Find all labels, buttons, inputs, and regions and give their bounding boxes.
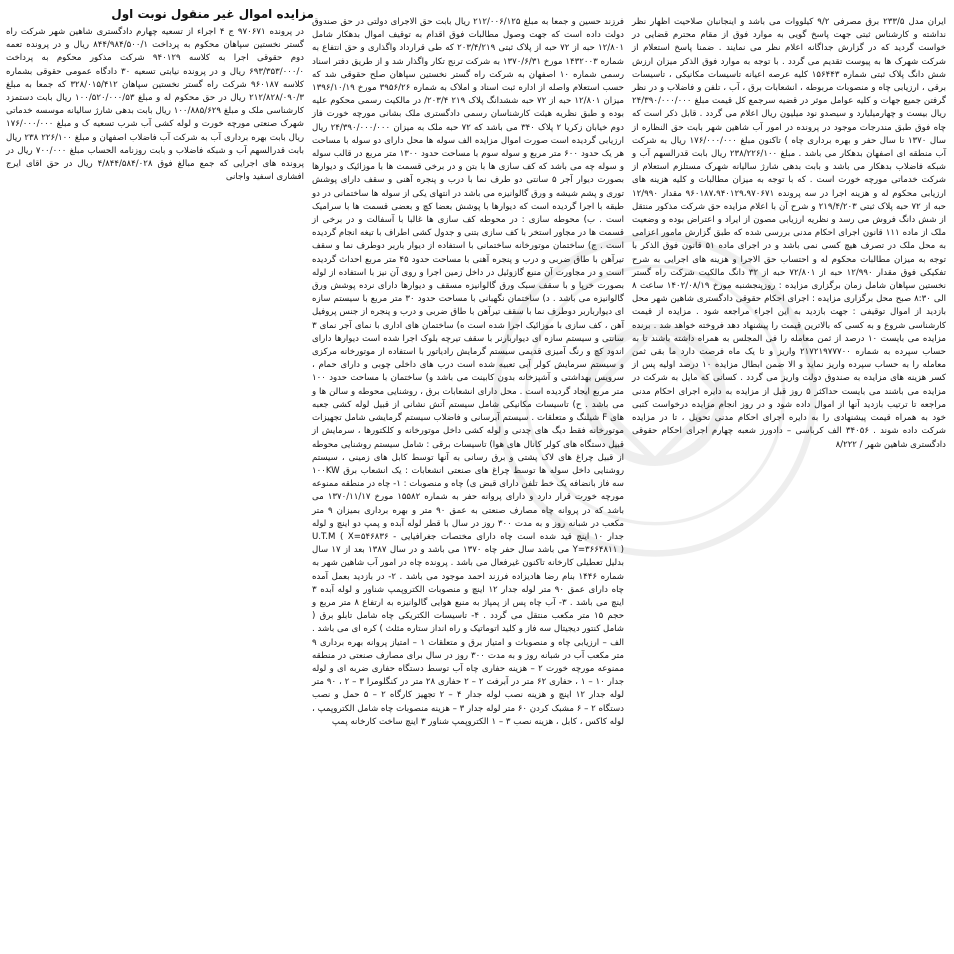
notice-column-left xyxy=(6,26,305,183)
notice-paragraph: فرزند حسین و جمعا به مبلغ ۲۱۲/۰۰۶/۱۲۵ ریال بابت حق الاجرای دولتی در حق صندوق دولت داده است که جهت وصول مطالبات فوق اقدام به توقیف اموال بدهکار شامل ۱۲/۸۰۱ حبه از ۷۲ حبه از پلاک ثبتی ۲۰۳/۴/۲۱۹ که طی قرارداد واگذاری و حق انتفاع به شماره ۱۴۳۲۰۰۳ مورخ ۱۳۷۰/۶/۳۱ به شرکت ترنج تکار واگذار شد و از طریق دفتر اسناد رسمی شماره ۱۰ اصفهان به شرکت راه گستر نخستین سپاهان صلح حقوقی شد که حسب استعلام واصله از اداره ثبت اسناد و املاک به شماره ۳۹۵۶/۲۶ مورخ ۱۳۹۶/۱۰/۱۹ میزان ۱۲/۸۰۱ حبه از ۷۲ حبه ششدانگ پلاک ۲۱۹ ۲۰۳/۴/ در مالکیت رسمی محکوم علیه بوده و طبق نظریه هیئت کارشناسان رسمی دادگستری ملک بشانی مورچه خورت فاز دوم خیابان زکریا ۲ پلاک ۳۴۰ می باشد که ۷۲ حبه ملک به میزان ۲۴/۳۹۰/۰۰۰/۰۰۰ ریال ارزیابی گردیده است صورت اموال مزایده الف سوله ها محل دارای دو سوله با مساحت هر یک حدود ۶۰۰ متر مربع و سوله سوم با مساحت حدود ۱۳۰۰ متر مربع در قالب سوله و سوله چه می باشد که کف سازی ها با بتن و در برخی قسمت ها با موزائیک و دیوارها بصورت دیوار آجر ۵ سانتی دو طرف نما با درب و پنجره آهنی و سقف دارای پوشش توری و پشم شیشه و ورق گالوانیزه می باشد در انتهای یکی از سوله ها ساختمانی در دو طبقه با اجرا گردیده است که دیوارها با پوشش بعضا کچ و بعضی قسمت ها با سرامیک است . ب) محوطه سازی : در محوطه کف سازی ها غالبا با آسفالت و در برخی از قسمت ها در مجاور استخر با کف سازی بتنی و جدول کشی اطراف با تیغه انجام گردیده است . ج) ساختمان موتورخانه ساختمانی با استفاده از دیوار باربر دوطرف نما و سقف تیرآهن با طاق ضربی و درب و پنجره آهنی با مساحت حدود ۴۵ متر مربع احداث گردیده است و در مجاورت آن منبع گازوئیل در داخل زمین اجرا و روی آن نیز با استفاده از لوله بصورت خرپا و با سقف سبک ورق گالوانیزه مسقف و دیوارها دارای نرده پوشش ورق گالوانیزه می باشد . د) ساختمان نگهبانی با مساحت حدود ۳۰ متر مربع با سیستم سازه ای دیوارباربر دوطرف نما با سقف تیرآهن با طاق ضربی و درب و پنجره از جنس پروفیل آهن ، کف سازی با موزائیک اجرا شده است ه) ساختمان های اداری با نمای آجر نمای ۳ سانتی و سیستم سازه ای دیواربارنر با سقف تیرچه بلوک اجرا شده است دیوارها دارای اندود کچ و رنگ آمیزی قدیمی سیستم گرمایش رادیاتور با استفاده از موتورخانه مرکزی و سیستم سرمایش کولر آبی تعبیه شده است درب های داخلی چوبی و دارای حمام ، سرویس بهداشتی و آشپزخانه بدون کابینت می باشد و) ساختمان با مساحت حدود ۱۰۰ متر مربع ایجاد گردیده است . محل دارای انشعابات برق ، روشنایی محوطه و سالن ها و می باشد . ح) تاسیسات مکانیکی شامل سیستم آتش نشانی از قبیل لوله کشی جعبه های F شیلنگ و متعلقات . سیستم آبرسانی و فاضلاب سیستم گرمایشی شامل تجهیزات موتورخانه فقط دیگ های چدنی و لوله کشی داخل موتورخانه و کلکتورها ، سرمایش از قبیل دستگاه های کولر کانال های هوا) تاسیسات برقی : شامل سیستم روشنایی محوطه از قبیل چراغ های لاک پشتی و برق رسانی به آنها توسط کابل های زمینی ، سیستم روشنایی داخل سوله ها توسط چراغ های صنعتی انشعابات : یک انشعاب برق ۱۰۰KW سه فاز بانضافه یک خط تلفن دارای قبض ی) چاه و منصوبات : ۱- چاه در منطقه ممنوعه مورچه خورت قرار دارد و دارای پروانه حفر به شماره ۱۵۵۸۲ مورخ ۱۳۷۰/۱۱/۱۷ می باشد که در پروانه چاه مصارف صنعتی به عمق ۹۰ متر و بهره برداری بمیزان ۹ متر مکعب در شبانه روز و به مدت ۳۰۰ روز در سال با قطر لوله آبده و پمپ دو اینچ و لوله جدار ۱۰ اینچ قید شده است چاه دارای مختصات جغرافیایی U.T.M ( X=۵۴۶۸۳۶ - Y=۳۶۶۴۸۱۱ ) می باشد سال حفر چاه ۱۳۷۰ می باشد و در سال ۱۳۸۷ بعد از ۱۷ سال بدلیل تعطیلی کارخانه تاکنون غیرفعال می باشد . پرونده چاه در امور آب شاهین شهر به شماره ۱۴۴۶ بنام رضا هادیزاده فرزند احمد موجود می باشد . ۲- در بازدید بعمل آمده چاه دارای عمق ۹۰ متر لوله جدار ۱۲ اینچ و منصوبات الکتروپمپ شناور و لوله آبده ۳ اینچ می باشد . ۳- آب چاه پس از پمپاژ به منبع هوایی گالوانیزه به ارتفاع ۸ متر مربع و حجم ۱۵ متر مکعب منتقل می گردد . ۴- تاسیسات الکتریکی چاه شامل تابلو برق ( شامل کنتور دیجیتال سه فاز و کلید اتوماتیک و راه انداز ستاره مثلث ) کره ای می باشد . الف – ارزیابی چاه و منصوبات و امتیاز برق و متعلقات ۱ – امتیاز پروانه بهره برداری ۹ متر مکعب آب در شبانه روز و به مدت ۳۰۰ روز در سال برای مصارف صنعتی در منطقه ممنوعه مورچه خورت ۲ – هزینه حفاری چاه آب توسط دستگاه حفاری ضربه ای و لوله جدار ۱۰ – ۱ ، حفاری ۶۲ متر در آبرفت ۲ – ۲ حفاری ۲۸ متر در کنگلومرا ۳ – ۲ ، ۹۰ متر لوله جدار ۱۲ اینچ و هزینه نصب لوله جدار ۴ – ۲ تجهیز کارگاه ۲ – ۵ حمل و نصب دستگاه ۲ – ۶ مشبک کردن ۶۰ متر لوله جدار ۳ – هزینه منصوبات چاه شامل الکتروپمپ ، لوله کاکس ، کابل ، هزینه نصب ۳ – ۱ الکتروپمپ شناور ۳ اینچ ساخت کارخانه پمپ xyxy=(311,17,625,727)
notice-paragraph: در پرونده ۹۷۰۶۷۱ ج ۴ اجراء از تسعیه چهارم دادگستری شاهین شهر شرکت راه گستر نخستین سپاهان محکوم به پرداخت ۸۴۴/۹۸۴/۵۰۰/۱ ریال و در پرونده تعمه دوم حقوقی اجرا به کلاسه ۹۴۰۱۲۹ شرکت مذکور محکوم به پرداخت ۶۹۳/۳۵۳/۰۰۰/۰ ریال و در پرونده نیابتی تسعیه ۳۰ دادگاه عمومی حقوقی بشماره کلاسه ۹۶۰۱۸۷ شرکت راه گستر نخستین سپاهان ۳۲۸/۰۱۵/۴۱۲ که جمعا به مبلغ ۲۱۲/۸۲۸/۰۹۰/۳ ریال در حق محکوم له و مبلغ ۱۰۰/۵۲۰/۰۰۰/۵۳ ریال بابت دستمزد کارشناسی ملک و مبلغ ۱۰۰/۸۸۵/۶۲۹ ریال بابت بدهی شارژ سالیانه موسسه خدماتی شهرک صنعتی مورچه خورت و لوله کشی آب شرب تسعیه ک و مبلغ ۱۷۶/۰۰۰/۰۰۰ ریال بابت بهره برداری آب به شرکت آب فاضلاب اصفهان و مبلغ ۲۲۶/۱۰۰ ۲۳۸ ریال بابت قدرالسهم آب و شبکه فاضلاب و بابت روزنامه الحساب مبلغ ۷۰۰/۰۰۰ ریال در پرونده های اجرایی که جمع مبالغ فوق ۴/۸۴۴/۵۸۴/۰۲۸ ریال در حق اقای ایرج افشاری اسفید واجانی xyxy=(6,27,305,183)
notice-paragraph: ایران مدل ۲۳۳/۵ برق مصرفی ۹/۲ کیلووات می باشد و اینجانبان صلاحیت اظهار نظر نداشته و کارشناس ثبتی جهت پاسخ گویی به موارد فوق از مقام محترم قضایی در خواست گردید که در گزارش جداگانه اعلام نظر می نمایند . ضمنا پاسخ استعلام از شرکت شهرک ها به پیوست تقدیم می گردد . با توجه به موارد فوق الذکر میزان ارزش شش دانگ پلاک ثبتی شماره ۱۵۶۴۴۳ کلیه عرصه اعیانه تاسیسات مکانیکی ، تاسیسات برقی ، ارزیابی چاه و منصوبات مربوطه ، انشعابات برق ، آب ، تلفن و فاضلاب و در نظر گرفتن جمیع جهات و کلیه عوامل موثر در قضیه سرجمع کل قیمت مبلغ ۲۴/۳۹۰/۰۰۰/۰۰۰ ریال بیست و چهارمیلیارد و سیصدو نود میلیون ریال اعلام می گردد . قابل ذکر است که چاه فوق طبق مندرجات موجود در پرونده در امور آب شاهین شهر بابت حق النظاره از سال ۱۳۷۰ تا سال حفر و بهره برداری چاه ) تاکنون مبلغ ۱۷۶/۰۰۰/۰۰۰ ریال به شرکت آب منطقه ای اصفهان بدهکار می باشد . مبلغ ۲۳۸/۲۲۶/۱۰۰ ریال بابت قدرالسهم آب و شبکه فاضلاب بدهکار می باشد و بابت بدهی شارژ سالیانه شهرک مستلزم استعلام از شرکت خدماتی مورچه خورت است . که با توجه به میزان مطالبات و کلیه هزینه های ارزیابی محکوم له و هزینه اجرا در سه پرونده ۹۶۰۱۸۷،۹۴۰۱۲۹،۹۷۰۶۷۱ مقدار ۱۲/۹۹۰ حبه از ۷۲ حبه پلاک ثبتی ۲۱۹/۴/۲۰۳ و شرح آن با اعلام مزایده حق شرکت مذکور منتقل از شش دانگ فروش می رسد و نظریه ارزیابی مصون از ایراد و اعتراض بوده و وضعیت ملک از ماده ۱۱۱ قانون اجرای احکام مدنی بررسی شده که طبق گزارش مامور اعزامی به محل ملک در تصرف هیچ کسی نمی باشد و در اجرای ماده ۵۱ قانون فوق الذکر با توجه به میزان مطالبات محکوم له و احتساب حق الاجرا و هزینه های اجرایی به شرح تفکیکی فوق مقدار ۱۲/۹۹۰ حبه از ۷۲/۸۰۱ حبه از ۳۲ دانگ مالکیت شرکت راه گستر نخستین سپاهان شامل زمان برگزاری مزایده : روزپنجشنبه مورخ ۱۴۰۲/۰۸/۱۹ ساعت ۸ الی ۸:۳۰ صبح محل برگزاری مزایده : اجرای احکام حقوقی دادگستری شاهین شهر محل بازدید از اموال توقیفی : جهت بازدید به این اجراء مراجعه شود . مزایده از قیمت کارشناسی شروع و به کسی که بالاترین قیمت را پیشنهاد دهد فروخته خواهد شد . برنده مزایده می بایست ۱۰ درصد از ثمن معامله را فی المجلس به همراه داشته باشند تا به حساب سپرده به شماره ۲۱۷۲۱۹۷۷۷۰۰ واریز و تا یک ماه فرصت دارد ما بقی ثمن معامله را به حساب سپرده واریز نماید و الا ضمن ابطال مزایده ۱۰ درصد اولیه پس از کسر هزینه های مزایده به صندوق دولت واریز می گردد . کسانی که مایل به شرکت در مزایده می باشند می بایست حداکثر ۵ روز قبل از مزایده به دایره اجرای احکام مدنی مراجعه تا ترتیب بازدید آنها از اموال داده شود و در روز انجام مزایده درخواست کتبی خود به همراه قیمت پیشنهادی را به دایره اجرای احکام مدنی تحویل ، تا در مزایده شرکت داده شوند . ۳۴۰۵۶ الف کرباسی – دادورز شعبه چهارم اجرای احکام حقوقی دادگستری شاهین شهر / ۸/۲۲۲ xyxy=(632,17,947,450)
notice-title: مزایده اموال غیر منقول نوبت اول xyxy=(111,7,314,21)
notice-column-right xyxy=(632,16,946,616)
notice-column-middle xyxy=(312,16,624,951)
